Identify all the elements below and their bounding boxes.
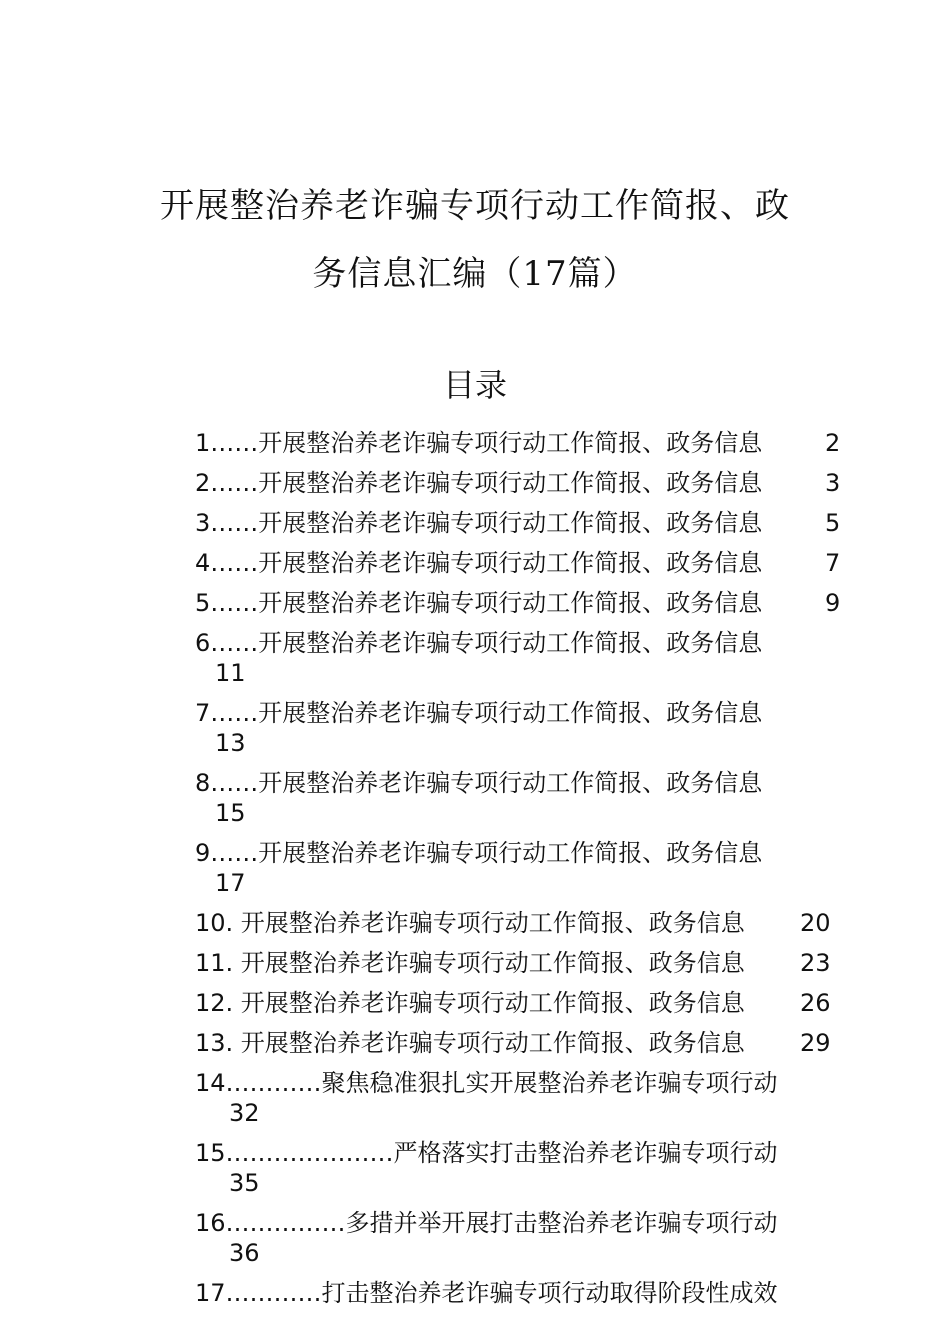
- toc-entry[interactable]: [195, 1028, 831, 1058]
- toc-entry[interactable]: [195, 838, 763, 897]
- toc-entry-page-number: 20: [800, 909, 831, 937]
- toc-entry[interactable]: [195, 698, 763, 757]
- toc-entry-title: 2……开展整治养老诈骗专项行动工作简报、政务信息: [195, 469, 763, 497]
- toc-entry-page-number: 29: [800, 1029, 831, 1057]
- toc-entry-page-number: 3: [825, 469, 841, 497]
- toc-entry-title: 1……开展整治养老诈骗专项行动工作简报、政务信息: [195, 429, 763, 457]
- toc-entry[interactable]: [195, 468, 841, 498]
- toc-entry[interactable]: [195, 948, 831, 978]
- toc-entry[interactable]: [195, 428, 841, 458]
- toc-entry-page-number: 17: [215, 869, 246, 897]
- toc-entry-title: 15…………………严格落实打击整治养老诈骗专项行动: [195, 1139, 778, 1167]
- document-title-line-2: 务信息汇编（17篇）: [312, 254, 638, 294]
- toc-entry-title: 5……开展整治养老诈骗专项行动工作简报、政务信息: [195, 589, 763, 617]
- toc-entry-page-number: 26: [800, 989, 831, 1017]
- toc-entry-title: 7……开展整治养老诈骗专项行动工作简报、政务信息: [195, 699, 763, 727]
- toc-entry-page-number: 36: [229, 1239, 260, 1267]
- toc-entry[interactable]: [195, 1278, 778, 1308]
- toc-entry-page-number: 23: [800, 949, 831, 977]
- toc-entry-page-number: 2: [825, 429, 841, 457]
- toc-entry-title: 4……开展整治养老诈骗专项行动工作简报、政务信息: [195, 549, 763, 577]
- toc-entry-page-number: 9: [825, 589, 841, 617]
- toc-entry-title: 11. 开展整治养老诈骗专项行动工作简报、政务信息: [195, 949, 745, 977]
- toc-entry-page-number: 5: [825, 509, 841, 537]
- toc-entry-title: 17…………打击整治养老诈骗专项行动取得阶段性成效: [195, 1279, 778, 1307]
- toc-heading: 目录: [442, 366, 507, 404]
- toc-entry-title: 12. 开展整治养老诈骗专项行动工作简报、政务信息: [195, 989, 745, 1017]
- toc-entry-title: 9……开展整治养老诈骗专项行动工作简报、政务信息: [195, 839, 763, 867]
- toc-entry-title: 10. 开展整治养老诈骗专项行动工作简报、政务信息: [195, 909, 745, 937]
- toc-entry-page-number: 35: [229, 1169, 260, 1197]
- toc-entry[interactable]: [195, 908, 831, 938]
- toc-entry[interactable]: [195, 768, 763, 827]
- toc-entry-title: 16……………多措并举开展打击整治养老诈骗专项行动: [195, 1209, 778, 1237]
- toc-entry-title: 3……开展整治养老诈骗专项行动工作简报、政务信息: [195, 509, 763, 537]
- toc-entry[interactable]: [195, 1208, 778, 1267]
- toc-entry-page-number: 11: [215, 659, 246, 687]
- toc-entry-title: 13. 开展整治养老诈骗专项行动工作简报、政务信息: [195, 1029, 745, 1057]
- toc-entry[interactable]: [195, 1138, 778, 1197]
- toc-entry[interactable]: [195, 988, 831, 1018]
- toc-entry[interactable]: [195, 548, 841, 578]
- toc-entry[interactable]: [195, 508, 841, 538]
- toc-entry-page-number: 15: [215, 799, 246, 827]
- toc-entry-page-number: 7: [825, 549, 841, 577]
- toc-entry-title: 14…………聚焦稳准狠扎实开展整治养老诈骗专项行动: [195, 1069, 778, 1097]
- toc-entry[interactable]: [195, 1068, 778, 1127]
- toc-entry-page-number: 13: [215, 729, 246, 757]
- toc-entry-title: 8……开展整治养老诈骗专项行动工作简报、政务信息: [195, 769, 763, 797]
- toc-entry[interactable]: [195, 628, 763, 687]
- document-title-line-1: 开展整治养老诈骗专项行动工作简报、政: [160, 186, 790, 226]
- toc-entry-page-number: 32: [229, 1099, 260, 1127]
- toc-entry[interactable]: [195, 588, 841, 618]
- toc-entry-title: 6……开展整治养老诈骗专项行动工作简报、政务信息: [195, 629, 763, 657]
